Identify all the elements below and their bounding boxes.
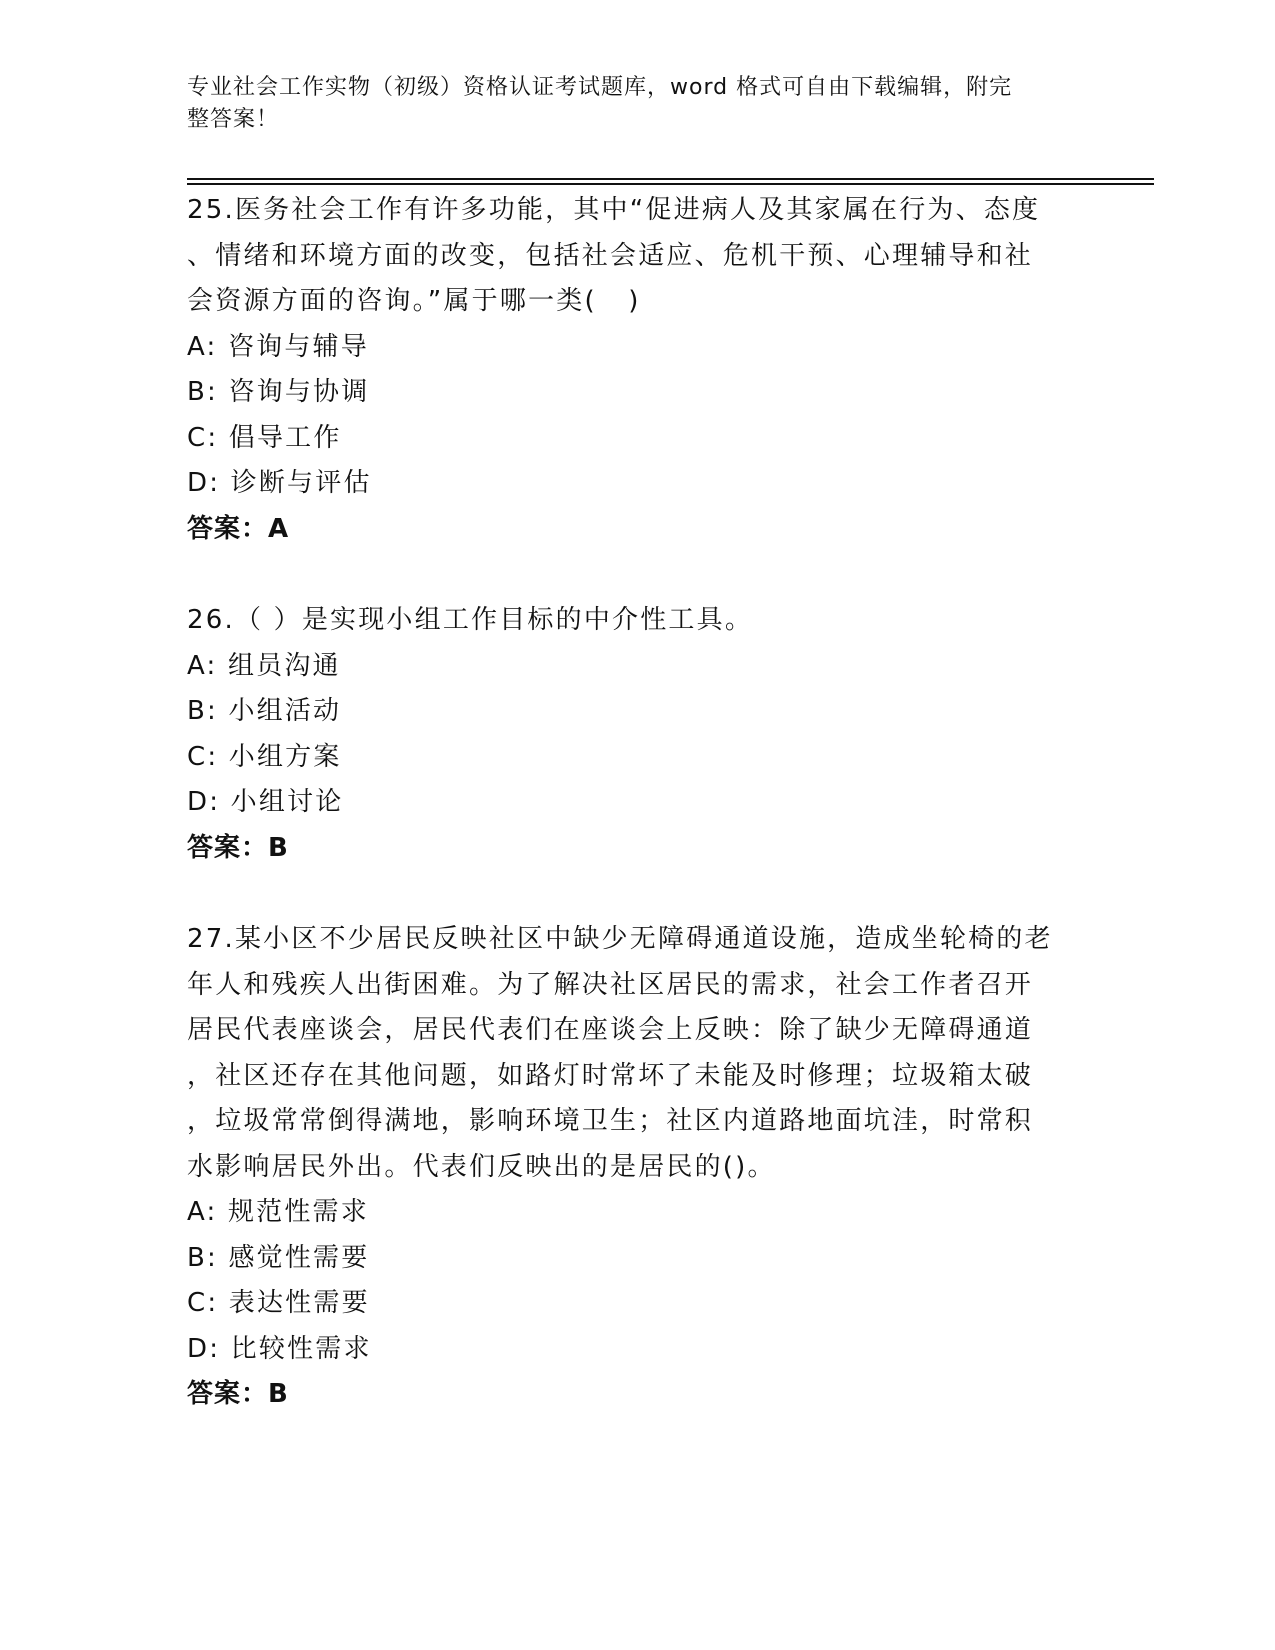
option-a: A: 规范性需求 <box>187 1197 369 1227</box>
question-26 <box>187 598 1087 871</box>
option-d: D: 小组讨论 <box>187 787 344 817</box>
question-stem: 26.（ ）是实现小组工作目标的中介性工具。 <box>187 605 754 635</box>
question-27 <box>187 917 1087 1418</box>
option-a: A: 组员沟通 <box>187 650 341 681</box>
option-c: C: 小组方案 <box>187 741 342 772</box>
question-25 <box>187 188 1087 552</box>
option-c: C: 表达性需要 <box>187 1288 370 1318</box>
answer: 答案：B <box>187 832 289 863</box>
header-rule-top <box>187 178 1154 180</box>
question-stem: 25.医务社会工作有许多功能，其中“促进病人及其家属在行为、态度 、情绪和环境方面的改变，包括社会适应、危机干预、心理辅导和社 会资源方面的咨询。”属于哪一类( ) <box>187 195 1041 316</box>
option-b: B: 咨询与协调 <box>187 377 370 407</box>
option-d: D: 诊断与评估 <box>187 468 372 498</box>
option-c: C: 倡导工作 <box>187 422 342 453</box>
option-b: B: 感觉性需要 <box>187 1242 370 1273</box>
option-a: A: 咨询与辅导 <box>187 331 369 362</box>
question-stem: 27.某小区不少居民反映社区中缺少无障碍通道设施，造成坐轮椅的老 年人和残疾人出街困难。为了解决社区居民的需求，社会工作者召开 居民代表座谈会，居民代表们在座谈会上反映：除了缺少无障碍通道 ，社区还存在其他问题，如路灯时常坏了未能及时修理；垃圾箱太破 ，垃圾常常倒得满地，影响环境卫生；社区内道路地面坑洼，时常积 水影响居民外出。代表们反映出的是居民的()。 <box>187 924 1053 1182</box>
document-header: 专业社会工作实物（初级）资格认证考试题库，word 格式可自由下载编辑，附完 整答案！ <box>187 75 1013 132</box>
option-d: D: 比较性需求 <box>187 1333 372 1364</box>
answer: 答案：A <box>187 513 290 544</box>
option-b: B: 小组活动 <box>187 696 342 726</box>
header-rule-bottom <box>187 183 1154 185</box>
answer: 答案：B <box>187 1379 289 1409</box>
